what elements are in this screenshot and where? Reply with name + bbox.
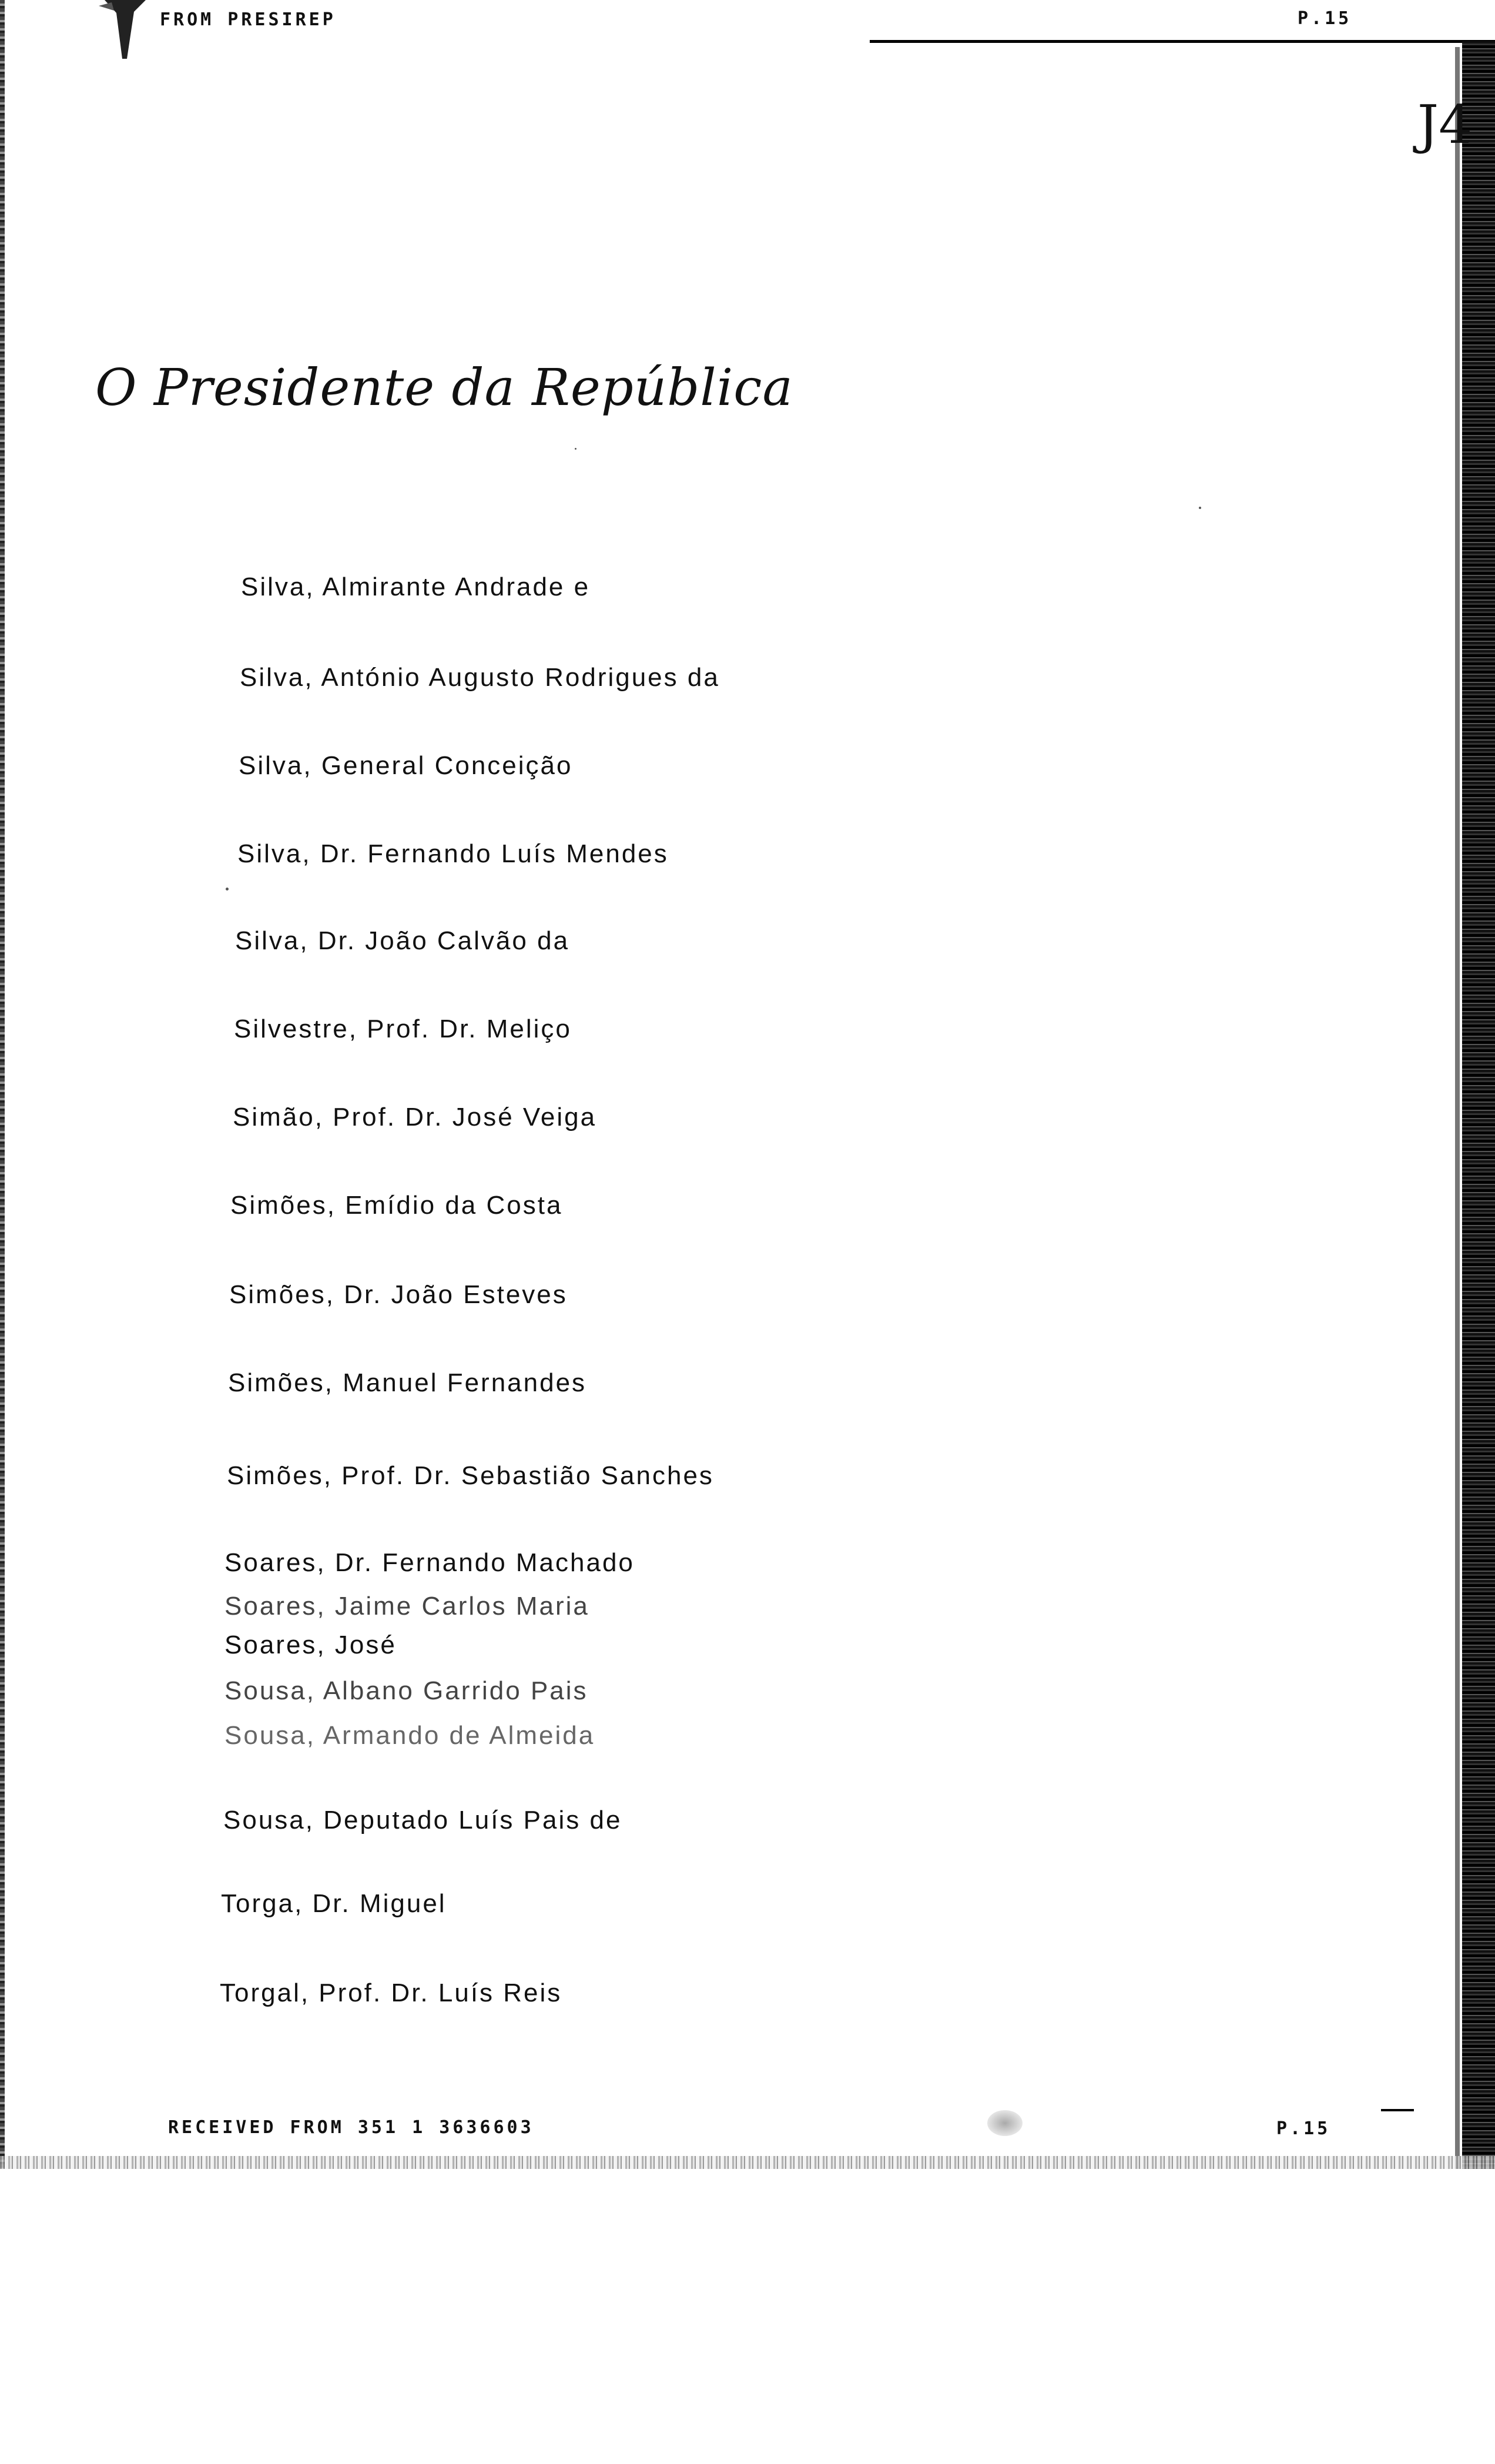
scan-speck xyxy=(575,448,576,450)
fax-header-from: FROM PRESIREP xyxy=(160,9,336,30)
list-item: Simões, Manuel Fernandes xyxy=(228,1368,587,1397)
fax-footer-received: RECEIVED FROM 351 1 3636603 xyxy=(168,2117,534,2138)
fax-header-page: P.15 xyxy=(1298,8,1352,29)
list-item: Simões, Dr. João Esteves xyxy=(229,1280,568,1309)
list-item: Torgal, Prof. Dr. Luís Reis xyxy=(220,1978,562,2007)
list-item: Sousa, Deputado Luís Pais de xyxy=(223,1806,622,1834)
list-item: Sousa, Armando de Almeida xyxy=(224,1721,595,1750)
list-item: Silvestre, Prof. Dr. Meliço xyxy=(234,1015,572,1043)
list-item: Silva, Almirante Andrade e xyxy=(241,573,591,601)
list-item: Silva, Dr. Fernando Luís Mendes xyxy=(237,839,669,868)
list-item: Silva, General Conceição xyxy=(239,751,573,780)
list-item: Torga, Dr. Miguel xyxy=(221,1889,447,1918)
list-item: Soares, José xyxy=(224,1631,397,1659)
footer-dash xyxy=(1381,2109,1414,2111)
scan-speck xyxy=(1199,507,1201,509)
list-item: Sousa, Albano Garrido Pais xyxy=(224,1676,588,1705)
top-rule xyxy=(870,40,1495,43)
left-scan-edge xyxy=(0,0,5,2169)
list-item: Simões, Emídio da Costa xyxy=(230,1191,563,1220)
handwritten-page-mark: J4 xyxy=(1417,94,1473,156)
fax-footer-page: P.15 xyxy=(1276,2118,1331,2139)
fax-corner-mark-icon xyxy=(99,0,152,65)
list-item: Soares, Jaime Carlos Maria xyxy=(224,1592,589,1621)
letterhead-title: O Presidente da República xyxy=(95,359,793,417)
list-item: Simões, Prof. Dr. Sebastião Sanches xyxy=(227,1461,714,1490)
scan-speck xyxy=(226,888,229,890)
list-item: Simão, Prof. Dr. José Veiga xyxy=(233,1103,597,1131)
list-item: Soares, Dr. Fernando Machado xyxy=(224,1548,635,1577)
scan-smudge xyxy=(987,2110,1023,2136)
bottom-scan-edge xyxy=(0,2156,1495,2169)
list-item: Silva, António Augusto Rodrigues da xyxy=(240,663,720,692)
right-scan-edge-inner xyxy=(1455,47,1460,2169)
list-item: Silva, Dr. João Calvão da xyxy=(235,926,570,955)
right-scan-edge xyxy=(1462,41,1495,2169)
